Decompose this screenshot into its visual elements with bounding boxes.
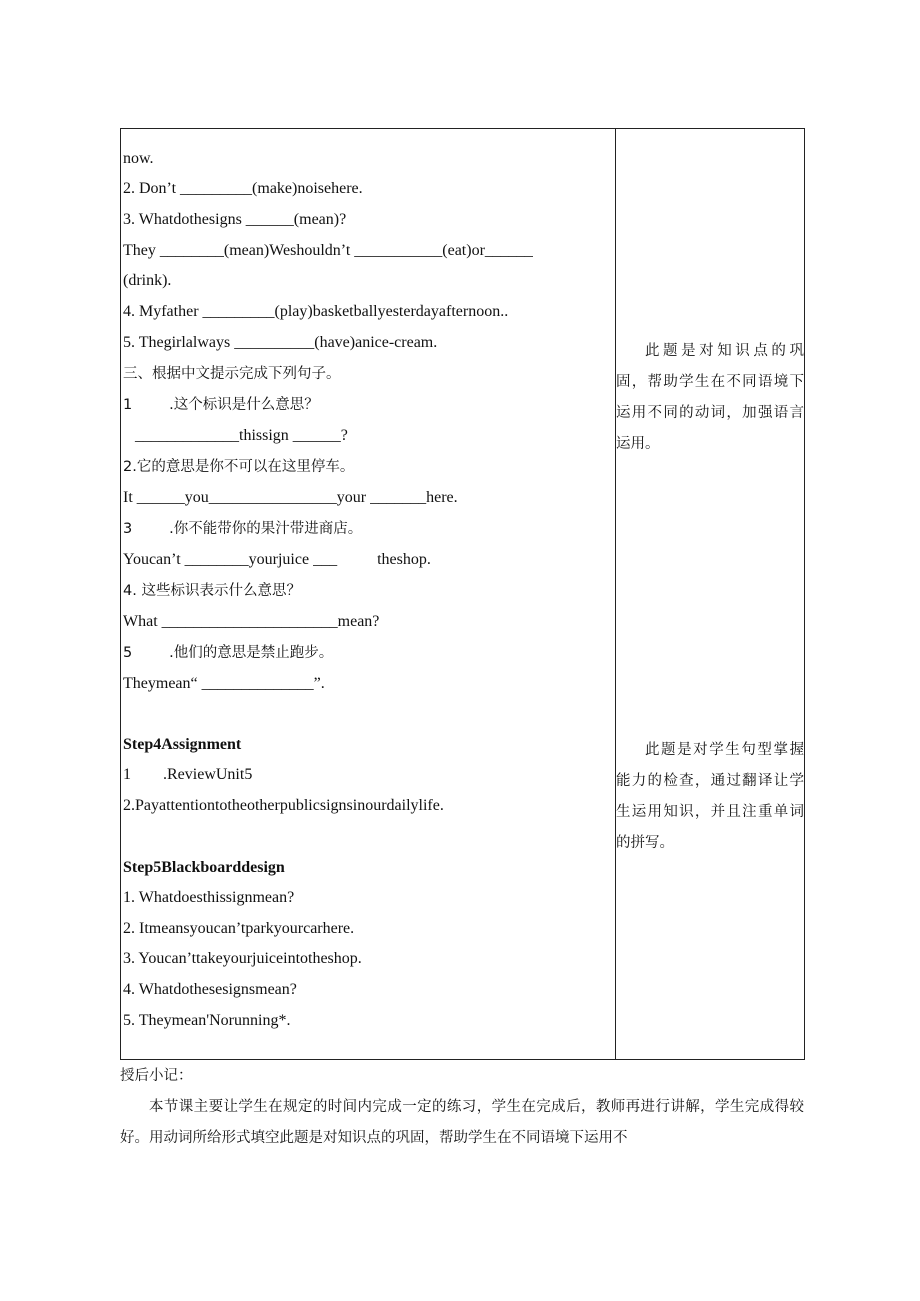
blackboard-item: 4. Whatdothesesignsmean? — [123, 981, 297, 998]
blackboard-item: 2. Itmeansyoucan’tparkyourcarhere. — [123, 920, 355, 937]
translation-prompt: 1 .这个标识是什么意思？ — [123, 397, 319, 413]
content-column — [121, 129, 616, 1060]
teaching-note: 此题是对学生句型掌握能力的检查，通过翻译让学生运用知识，并且注重单词的拼写。 — [616, 742, 804, 851]
exercise-line: 5. Thegirlalways __________(have)anice-cream. — [123, 334, 438, 351]
translation-prompt: 2.它的意思是你不可以在这里停车。 — [123, 459, 355, 475]
exercise-line: 3. Whatdothesigns ______(mean)? — [123, 211, 347, 228]
exercise-line: (drink). — [123, 272, 172, 289]
exercise-line: What ______________________mean? — [123, 613, 380, 630]
blackboard-item: 3. Youcan’ttakeyourjuiceintotheshop. — [123, 950, 362, 967]
blackboard-item: 1. Whatdoesthissignmean? — [123, 889, 295, 906]
exercise-line: 2. Don’t _________(make)noisehere. — [123, 180, 363, 197]
translation-prompt: 5 .他们的意思是禁止跑步。 — [123, 645, 334, 661]
exercise-line: Theymean“ ______________”. — [123, 675, 325, 692]
post-lesson-title: 授后小记： — [120, 1068, 193, 1084]
translation-prompt: 4. 这些标识表示什么意思？ — [123, 583, 301, 599]
exercise-line: _____________thissign ______? — [123, 427, 348, 444]
exercise-line: Youcan’t ________yourjuice ___ theshop. — [123, 551, 431, 568]
translation-prompt: 3 .你不能带你的果汁带进商店。 — [123, 521, 363, 537]
exercise-line: now. — [123, 150, 154, 167]
exercise-line: 4. Myfather _________(play)basketballyesterdayafternoon.. — [123, 303, 509, 320]
assignment-item: 2.Payattentiontotheotherpublicsignsinourdailylife. — [123, 797, 444, 814]
step5-heading: Step5Blackboarddesign — [123, 859, 285, 876]
notes-column — [616, 129, 805, 1060]
lesson-table — [120, 128, 805, 1060]
blackboard-item: 5. Theymean'Norunning*. — [123, 1012, 291, 1029]
exercise-line: It ______you________________your _______here. — [123, 489, 458, 506]
post-lesson-paragraph: 本节课主要让学生在规定的时间内完成一定的练习，学生在完成后，教师再进行讲解，学生完成得较好。用动词所给形式填空此题是对知识点的巩固，帮助学生在不同语境下运用不 — [120, 1099, 804, 1146]
step4-heading: Step4Assignment — [123, 736, 242, 753]
assignment-item: 1 .ReviewUnit5 — [123, 766, 253, 783]
teaching-note: 此题是对知识点的巩固，帮助学生在不同语境下运用不同的动词，加强语言运用。 — [616, 343, 804, 452]
exercise-line: They ________(mean)Weshouldn’t ___________(eat)or______ — [123, 242, 533, 259]
section-heading: 三、根据中文提示完成下列句子。 — [123, 366, 341, 382]
